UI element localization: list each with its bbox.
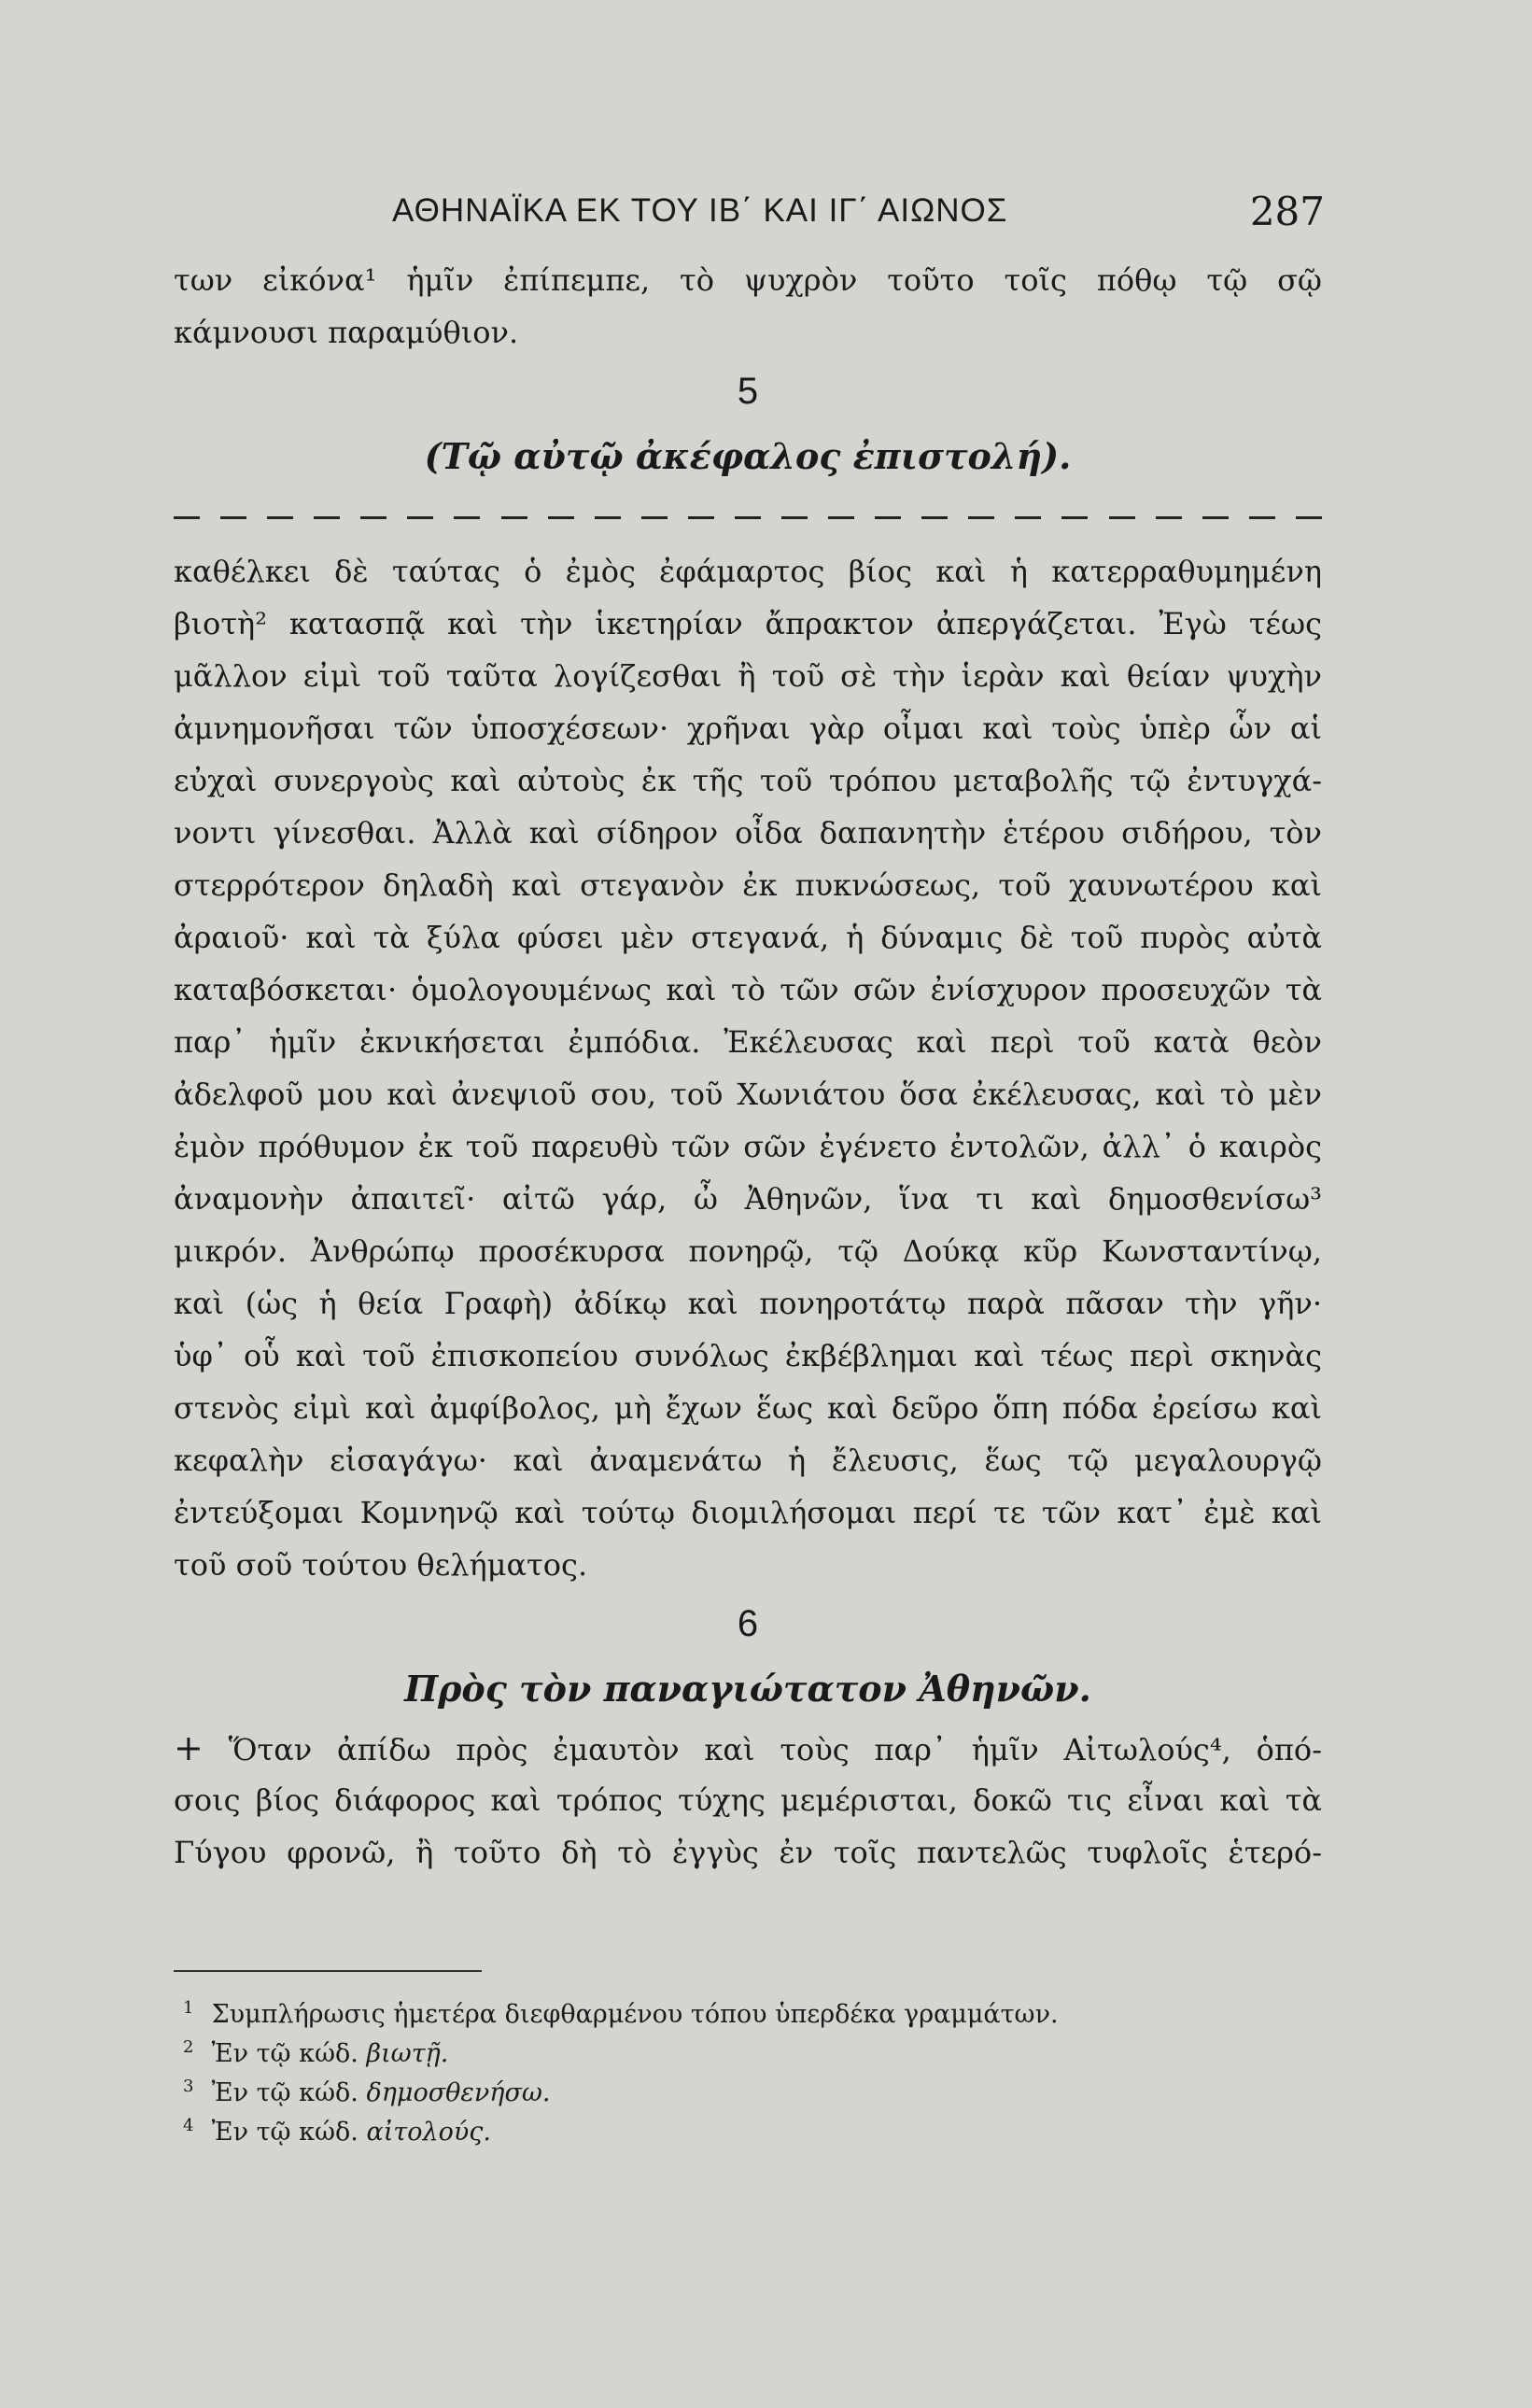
- footnote-reading: δημοσθενήσω.: [366, 2078, 551, 2107]
- text-line: ἐντεύξομαι Κομνηνῷ καὶ τούτῳ διομιλήσομαι περί τε τῶν κατ᾽ ἐμὲ καὶ: [174, 1495, 1322, 1530]
- footnote-text: Συμπλήρωσις ἡμετέρα διεφθαρμένου τόπου ὑπερδέκα γραμμάτων.: [211, 2000, 1059, 2029]
- text-line: ἀμνημονῆσαι τῶν ὑποσχέσεων· χρῆναι γὰρ οἶμαι καὶ τοὺς ὑπὲρ ὧν αἱ: [174, 711, 1322, 746]
- footnote-text: Ἐν τῷ κώδ.: [211, 2118, 367, 2147]
- main-text: [174, 254, 1322, 1879]
- text-line: Γύγου φρονῶ, ἢ τοῦτο δὴ τὸ ἐγγὺς ἐν τοῖς παντελῶς τυφλοῖς ἑτερό-: [174, 1835, 1322, 1870]
- text-line: μικρόν. Ἀνθρώπῳ προσέκυρσα πονηρῷ, τῷ Δούκᾳ κῦρ Κωνσταντίνῳ,: [174, 1233, 1322, 1269]
- text-line: [174, 1722, 1322, 1774]
- lacuna-dashes: [174, 489, 1322, 545]
- section-5-body: [174, 545, 1322, 1591]
- text-line: κεφαλὴν εἰσαγάγω· καὶ ἀναμενάτω ἡ ἔλευσις, ἕως τῷ μεγαλουργῷ: [174, 1443, 1322, 1478]
- footnote-marker: 1: [183, 1998, 194, 2018]
- text-line: στενὸς εἰμὶ καὶ ἀμφίβολος, μὴ ἔχων ἕως καὶ δεῦρο ὅπη πόδα ἐρείσω καὶ: [174, 1390, 1322, 1426]
- section-title-5: (Τῷ αὐτῷ ἀκέφαλος ἐπιστολή).: [424, 435, 1072, 477]
- footnote: [183, 2028, 1303, 2067]
- text-line: καθέλκει δὲ ταύτας ὁ ἐμὸς ἐφάμαρτος βίος καὶ ἡ κατερραθυμημένη: [174, 554, 1322, 589]
- text-line: καὶ (ὡς ἡ θεία Γραφὴ) ἀδίκῳ καὶ πονηροτάτῳ παρὰ πᾶσαν τὴν γῆν·: [174, 1286, 1322, 1321]
- footnote-rule: [174, 1970, 482, 1972]
- section-number-5: 5: [737, 371, 759, 412]
- text-line: παρ᾽ ἡμῖν ἐκνικήσεται ἐμπόδια. Ἐκέλευσας καὶ περὶ τοῦ κατὰ θεὸν: [174, 1024, 1322, 1060]
- footnote: [183, 1989, 1303, 2028]
- text-line: σοις βίος διάφορος καὶ τρόπος τύχης μεμέρισται, δοκῶ τις εἶναι καὶ τὰ: [174, 1782, 1322, 1818]
- footnote: [183, 2067, 1303, 2106]
- footnote-reading: αἰτολούς.: [366, 2118, 491, 2147]
- section-number-6: 6: [737, 1603, 759, 1644]
- text-line: στερρότερον δηλαδὴ καὶ στεγανὸν ἐκ πυκνώσεως, τοῦ χαυνωτέρου καὶ: [174, 867, 1322, 903]
- text-line: ἀραιοῦ· καὶ τὰ ξύλα φύσει μὲν στεγανά, ἡ δύναμις δὲ τοῦ πυρὸς αὐτὰ: [174, 920, 1322, 955]
- text-line: κάμνουσι παραμύθιον.: [174, 315, 519, 350]
- text-line: νοντι γίνεσθαι. Ἀλλὰ καὶ σίδηρον οἶδα δαπανητὴν ἑτέρου σιδήρου, τὸν: [174, 815, 1322, 851]
- text-line: ἀναμονὴν ἀπαιτεῖ· αἰτῶ γάρ, ὦ Ἀθηνῶν, ἵνα τι καὶ δημοσθενίσω³: [174, 1181, 1322, 1217]
- footnotes: [183, 1989, 1303, 2146]
- text-line: ἀδελφοῦ μου καὶ ἀνεψιοῦ σου, τοῦ Χωνιάτου ὅσα ἐκέλευσας, καὶ τὸ μὲν: [174, 1077, 1322, 1112]
- page-number: 287: [1249, 188, 1325, 234]
- footnote-marker: 2: [183, 2037, 194, 2057]
- text-line: μᾶλλον εἰμὶ τοῦ ταῦτα λογίζεσθαι ἢ τοῦ σὲ τὴν ἱερὰν καὶ θείαν ψυχὴν: [174, 658, 1322, 694]
- footnote-text: Ἐν τῷ κώδ.: [211, 2039, 367, 2068]
- footnote-reading: βιωτῇ.: [366, 2039, 449, 2068]
- text-line: βιοτὴ² κατασπᾷ καὶ τὴν ἱκετηρίαν ἄπρακτον ἀπεργάζεται. Ἐγὼ τέως: [174, 606, 1322, 641]
- footnote-marker: 3: [183, 2077, 194, 2096]
- text-line: ὑφ᾽ οὗ καὶ τοῦ ἐπισκοπείου συνόλως ἐκβέβλημαι καὶ τέως περὶ σκηνὰς: [174, 1338, 1322, 1373]
- footnote: [183, 2106, 1303, 2146]
- text-line: καταβόσκεται· ὁμολογουμένως καὶ τὸ τῶν σῶν ἐνίσχυρον προσευχῶν τὰ: [174, 972, 1322, 1007]
- footnote-marker: 4: [183, 2116, 194, 2135]
- cross-mark: +: [174, 1727, 204, 1768]
- page-header: [392, 183, 1325, 239]
- text-line: εὐχαὶ συνεργοὺς καὶ αὐτοὺς ἐκ τῆς τοῦ τρόπου μεταβολῆς τῷ ἐντυγχά-: [174, 763, 1322, 798]
- text-line: τοῦ σοῦ τούτου θελήματος.: [174, 1547, 588, 1583]
- text-line-content: Ὅταν ἀπίδω πρὸς ἐμαυτὸν καὶ τοὺς παρ᾽ ἡμῖν Αἰτωλούς⁴, ὁπό-: [228, 1732, 1322, 1767]
- text-line: των εἰκόνα¹ ἡμῖν ἐπίπεμπε, τὸ ψυχρὸν τοῦτο τοῖς πόθῳ τῷ σῷ: [174, 262, 1322, 298]
- footnote-text: Ἐν τῷ κώδ.: [211, 2078, 367, 2107]
- text-line: ἐμὸν πρόθυμον ἐκ τοῦ παρευθὺ τῶν σῶν ἐγένετο ἐντολῶν, ἀλλ᾽ ὁ καιρὸς: [174, 1129, 1322, 1164]
- section-title-6: Πρὸς τὸν παναγιώτατον Ἀθηνῶν.: [404, 1668, 1091, 1710]
- running-head: ΑΘΗΝΑΪΚΑ ΕΚ ΤΟΥ ΙΒ΄ ΚΑΙ ΙΓ΄ ΑΙΩΝΟΣ: [392, 192, 1008, 229]
